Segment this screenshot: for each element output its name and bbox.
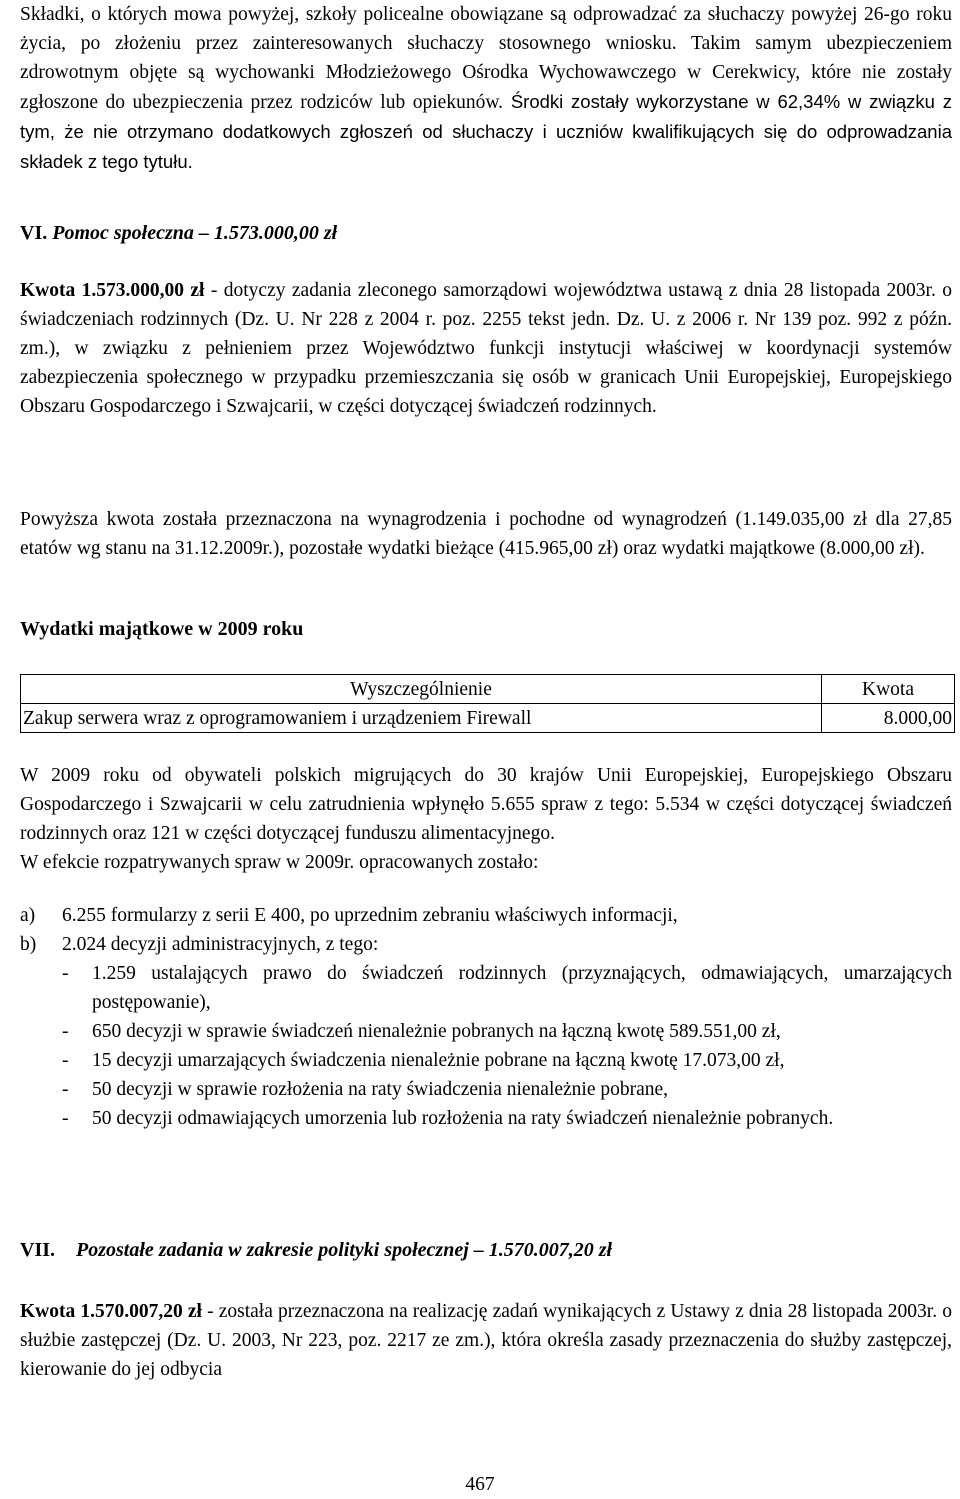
sub-list-item bbox=[62, 959, 952, 1017]
dash-marker: - bbox=[62, 1050, 69, 1071]
table-header-cell: Wyszczególnienie bbox=[21, 675, 822, 704]
sub-list-item-text: 50 decyzji w sprawie rozłożenia na raty świadczenia nienależnie pobrane, bbox=[92, 1079, 669, 1100]
table-cell: 8.000,00 bbox=[822, 704, 955, 733]
dash-marker: - bbox=[62, 1079, 69, 1100]
dash-marker: - bbox=[62, 963, 69, 984]
list-item bbox=[20, 930, 952, 959]
table-cell: Zakup serwera wraz z oprogramowaniem i urządzeniem Firewall bbox=[21, 704, 822, 733]
section-vii-heading bbox=[20, 1239, 612, 1262]
section-vi-heading bbox=[20, 222, 337, 245]
sub-list-item bbox=[62, 1017, 952, 1046]
dash-marker: - bbox=[62, 1021, 69, 1042]
sub-list-item-text: 50 decyzji odmawiających umorzenia lub rozłożenia na raty świadczeń nienależnie pobranych. bbox=[92, 1108, 834, 1129]
list-marker: a) bbox=[20, 905, 36, 926]
paragraph-powyzsza-kwota: Powyższa kwota została przeznaczona na wynagrodzenia i pochodne od wynagrodzeń (1.149.035,00 zł dla 27,85 etatów wg stanu na 31.12.2009r.), pozostałe wydatki bieżące (415.965,00 zł) oraz wydatki majątkowe (8.000,00 zł). bbox=[20, 509, 952, 559]
sub-list-item bbox=[62, 1075, 952, 1104]
sub-list-item bbox=[62, 1104, 952, 1133]
wydatki-table bbox=[20, 674, 955, 733]
paragraph-skladki bbox=[20, 0, 952, 177]
table-row bbox=[21, 704, 955, 733]
list-item bbox=[20, 901, 952, 930]
page-number: 467 bbox=[465, 1474, 495, 1495]
section-vii-number: VII. bbox=[20, 1239, 56, 1261]
paragraph-skladki-serif: Składki, o których mowa powyżej, szkoły policealne obowiązane są odprowadzać za słuchaczy powyżej 26-go roku życia, po złożeniu przez zainteresowanych słuchaczy stosownego wniosku. Takim samym ubezpieczeniem zdrowotnym objęte są wychowanki Młodzieżowego Ośrodka Wychowawczego w Cerekwicy, które nie zostały zgłoszone do ubezpieczenia przez rodziców lub opiekunów. bbox=[20, 4, 952, 113]
decisions-list bbox=[20, 901, 952, 1133]
section-vii-title: Pozostałe zadania w zakresie polityki społecznej – 1.570.007,20 zł bbox=[76, 1239, 613, 1261]
wydatki-heading: Wydatki majątkowe w 2009 roku bbox=[20, 618, 304, 640]
table-header-cell: Kwota bbox=[822, 675, 955, 704]
paragraph-kwota-vi-bold: Kwota 1.573.000,00 zł bbox=[20, 280, 205, 301]
paragraph-efekcie: W efekcie rozpatrywanych spraw w 2009r. opracowanych zostało: bbox=[20, 852, 539, 873]
sub-list-item-text: 15 decyzji umarzających świadczenia nienależnie pobrane na łączną kwotę 17.073,00 zł, bbox=[92, 1050, 785, 1071]
paragraph-kwota-vi-text: - dotyczy zadania zleconego samorządowi województwa ustawą z dnia 28 listopada 2003r. o świadczeniach rodzinnych (Dz. U. Nr 228 z 2004 r. poz. 2255 tekst jedn. Dz. U. z 2006 r. Nr 139 poz. 992 z późn. zm.), w związku z pełnieniem przez Województwo funkcji instytucji właściwej w koordynacji systemów zabezpieczenia społecznego w przypadku przemieszczania się osób w granicach Unii Europejskiej, Europejskiego Obszaru Gospodarczego i Szwajcarii, w części dotyczącej świadczeń rodzinnych. bbox=[20, 280, 952, 417]
paragraph-srodki-sans: Środki zostały wykorzystane w 62,34% w związku z tym, że nie otrzymano dodatkowych zgłoszeń od słuchaczy i uczniów kwalifikujących się do odprowadzania składek z tego tytułu. bbox=[20, 91, 952, 172]
list-item-text: 2.024 decyzji administracyjnych, z tego: bbox=[62, 934, 379, 955]
section-vi-number: VI. bbox=[20, 222, 48, 244]
paragraph-kwota-vii-text: - została przeznaczona na realizację zadań wynikających z Ustawy z dnia 28 listopada 2003r. o służbie zastępczej (Dz. U. 2003, Nr 223, poz. 2217 ze zm.), która określa zasady przeznaczenia do służby zastępczej, kierowanie do jej odbycia bbox=[20, 1301, 952, 1380]
paragraph-migrujacy-text: W 2009 roku od obywateli polskich migrujących do 30 krajów Unii Europejskiej, Europejskiego Obszaru Gospodarczego i Szwajcarii w celu zatrudnienia wpłynęło 5.655 spraw z tego: 5.534 w części dotyczącej świadczeń rodzinnych oraz 121 w części dotyczącej funduszu alimentacyjnego. bbox=[20, 765, 952, 844]
section-vi-title: Pomoc społeczna – 1.573.000,00 zł bbox=[52, 222, 338, 244]
sub-list-item bbox=[62, 1046, 952, 1075]
dash-marker: - bbox=[62, 1108, 69, 1129]
sub-list-item-text: 650 decyzji w sprawie świadczeń nienależnie pobranych na łączną kwotę 589.551,00 zł, bbox=[92, 1021, 781, 1042]
sub-list-item-text: 1.259 ustalających prawo do świadczeń rodzinnych (przyznających, odmawiających, umarzających postępowanie), bbox=[92, 963, 952, 1013]
paragraph-kwota-vii-bold: Kwota 1.570.007,20 zł bbox=[20, 1301, 202, 1322]
list-marker: b) bbox=[20, 934, 37, 955]
list-item-text: 6.255 formularzy z serii E 400, po uprzednim zebraniu właściwych informacji, bbox=[62, 905, 678, 926]
paragraph-migrujacy bbox=[20, 761, 952, 877]
paragraph-kwota-vii bbox=[20, 1297, 952, 1384]
table-header-row bbox=[21, 675, 955, 704]
paragraph-kwota-vi bbox=[20, 276, 952, 421]
